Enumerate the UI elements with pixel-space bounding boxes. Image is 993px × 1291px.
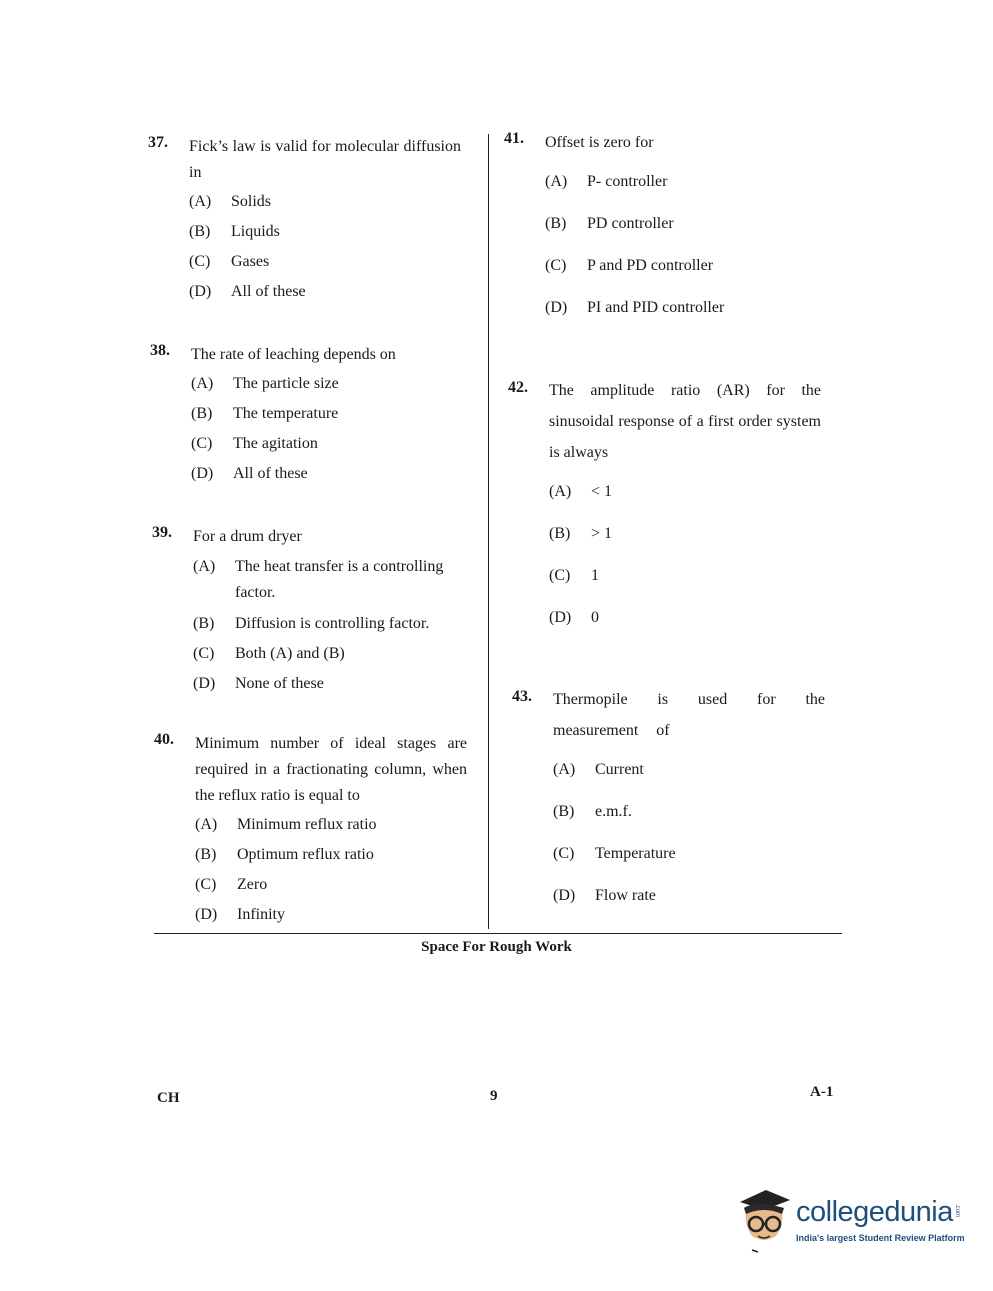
option-label: (A)	[545, 173, 568, 190]
question-38	[150, 342, 463, 484]
option-label: (B)	[553, 803, 575, 820]
option-text: e.m.f.	[595, 803, 632, 820]
question-41	[504, 130, 825, 318]
rough-work-rule	[154, 933, 842, 934]
option-c	[191, 434, 463, 454]
option-label: (B)	[189, 223, 211, 240]
option-text: Flow rate	[595, 887, 656, 904]
option-label: (C)	[191, 435, 213, 452]
option-label: (D)	[549, 609, 572, 626]
brand-tagline: India's largest Student Review Platform	[796, 1233, 965, 1243]
option-label: (D)	[193, 675, 216, 692]
option-label: (B)	[191, 405, 213, 422]
option-label: (D)	[545, 299, 568, 316]
option-text: The heat transfer is a controlling factor.	[235, 558, 444, 601]
question-42	[508, 375, 821, 628]
option-text: Temperature	[595, 845, 676, 862]
option-label: (C)	[545, 257, 567, 274]
option-text: Gases	[231, 253, 270, 270]
option-text: PI and PID controller	[587, 299, 725, 316]
footer-page-number: 9	[490, 1088, 498, 1104]
option-text: Diffusion is controlling factor.	[235, 615, 430, 632]
option-label: (A)	[553, 761, 576, 778]
option-label: (A)	[195, 816, 218, 833]
option-a	[549, 482, 821, 502]
collegedunia-watermark	[736, 1186, 966, 1256]
question-number: 42.	[508, 379, 528, 396]
option-b	[191, 404, 463, 424]
option-label: (A)	[549, 483, 572, 500]
option-label: (A)	[189, 193, 212, 210]
question-43	[512, 684, 825, 906]
option-label: (B)	[549, 525, 571, 542]
option-c	[553, 844, 825, 864]
option-b	[189, 222, 461, 242]
option-b	[553, 802, 825, 822]
option-c	[193, 644, 469, 664]
question-text: The amplitude ratio (AR) for the sinusoidal response of a first order system is always	[549, 382, 821, 461]
question-text: Thermopile is used for the measurement of	[553, 691, 825, 739]
footer-subject-code: CH	[157, 1090, 180, 1106]
option-text: All of these	[231, 283, 306, 300]
option-label: (B)	[195, 846, 217, 863]
option-d	[545, 298, 825, 318]
option-label: (C)	[189, 253, 211, 270]
option-text: P- controller	[587, 173, 668, 190]
option-b	[195, 845, 467, 865]
option-b	[193, 614, 469, 634]
option-a	[191, 374, 463, 394]
option-label: (A)	[193, 558, 216, 575]
option-a	[193, 554, 469, 606]
option-label: (D)	[191, 465, 214, 482]
option-text: > 1	[591, 525, 613, 542]
option-text: The agitation	[233, 435, 318, 452]
question-number: 40.	[154, 731, 174, 748]
question-39	[152, 524, 469, 694]
option-d	[195, 905, 467, 925]
footer-booklet-code: A-1	[810, 1084, 834, 1100]
question-text: For a drum dryer	[193, 528, 302, 545]
option-label: (C)	[549, 567, 571, 584]
option-text: The temperature	[233, 405, 339, 422]
option-d	[193, 674, 469, 694]
option-text: PD controller	[587, 215, 674, 232]
option-text: 1	[591, 567, 599, 584]
option-label: (C)	[193, 645, 215, 662]
question-text: Fick’s law is valid for molecular diffusion in	[189, 138, 461, 181]
option-d	[191, 464, 463, 484]
option-label: (B)	[545, 215, 567, 232]
option-text: Current	[595, 761, 644, 778]
option-text: Solids	[231, 193, 272, 210]
option-label: (A)	[191, 375, 214, 392]
option-label: (D)	[189, 283, 212, 300]
option-a	[545, 172, 825, 192]
question-37	[148, 134, 461, 302]
option-text: The particle size	[233, 375, 339, 392]
option-text: All of these	[233, 465, 308, 482]
option-text: < 1	[591, 483, 613, 500]
option-label: (D)	[553, 887, 576, 904]
option-text: None of these	[235, 675, 324, 692]
option-c	[549, 566, 821, 586]
rough-work-heading: Space For Rough Work	[421, 939, 572, 955]
option-d	[189, 282, 461, 302]
option-text: P and PD controller	[587, 257, 714, 274]
option-d	[549, 608, 821, 628]
brand-name: collegedunia	[796, 1196, 953, 1228]
question-text: Offset is zero for	[545, 134, 654, 151]
option-label: (B)	[193, 615, 215, 632]
brand-suffix: .com	[954, 1204, 960, 1218]
question-text: Minimum number of ideal stages are required in a fractionating column, when the reflux ratio is equal to	[195, 735, 467, 804]
option-c	[545, 256, 825, 276]
option-label: (C)	[553, 845, 575, 862]
question-number: 43.	[512, 688, 532, 705]
option-text: Liquids	[231, 223, 280, 240]
option-c	[195, 875, 467, 895]
question-40	[154, 731, 467, 925]
question-number: 39.	[152, 524, 172, 541]
option-b	[545, 214, 825, 234]
question-number: 38.	[150, 342, 170, 359]
option-b	[549, 524, 821, 544]
option-text: Minimum reflux ratio	[237, 816, 377, 833]
question-number: 41.	[504, 130, 524, 147]
option-text: 0	[591, 609, 599, 626]
option-text: Infinity	[237, 906, 285, 923]
option-text: Both (A) and (B)	[235, 645, 345, 662]
option-d	[553, 886, 825, 906]
option-label: (D)	[195, 906, 218, 923]
option-a	[195, 815, 467, 835]
mascot-icon	[736, 1186, 794, 1256]
column-divider	[488, 134, 489, 929]
question-number: 37.	[148, 134, 168, 151]
option-text: Optimum reflux ratio	[237, 846, 374, 863]
option-text: Zero	[237, 876, 268, 893]
option-c	[189, 252, 461, 272]
option-a	[553, 760, 825, 780]
option-a	[189, 192, 461, 212]
option-label: (C)	[195, 876, 217, 893]
question-text: The rate of leaching depends on	[191, 346, 396, 363]
